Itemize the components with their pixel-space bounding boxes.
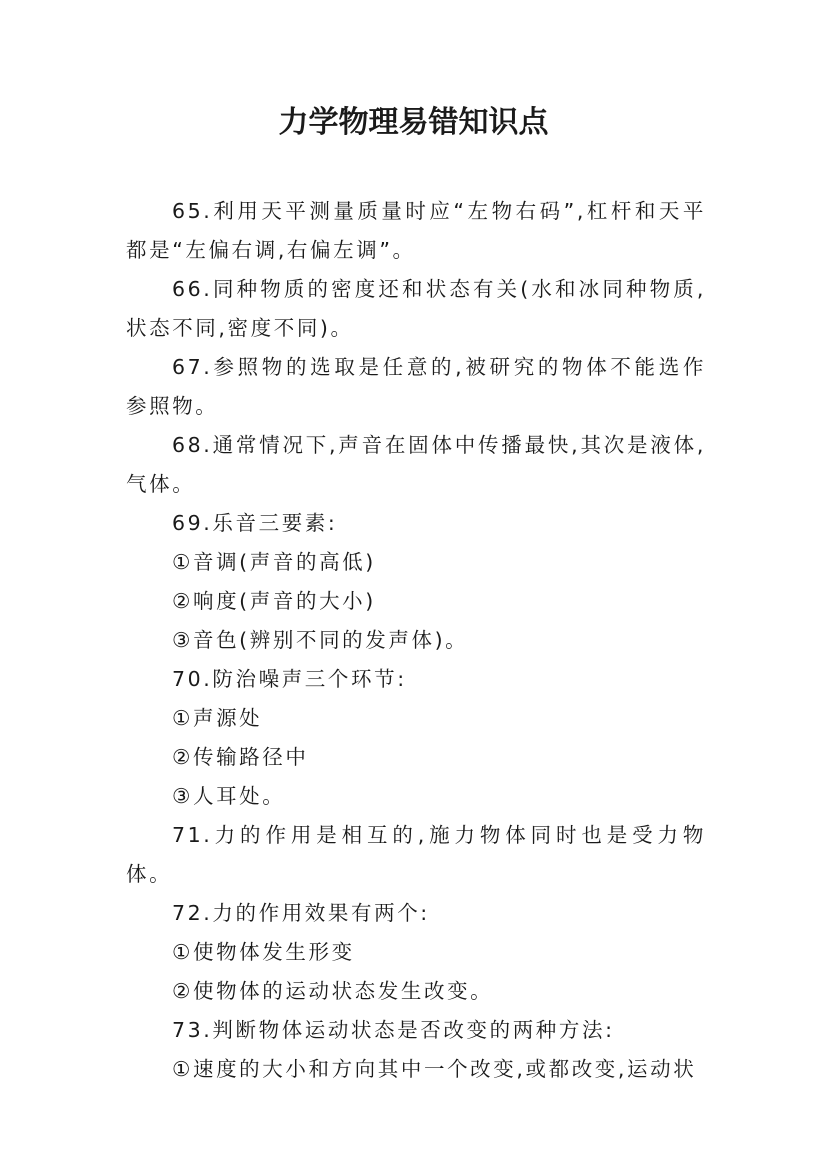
paragraph-68: 68.通常情况下,声音在固体中传播最快,其次是液体,气体。: [126, 433, 706, 496]
paragraph-71: 71.力的作用是相互的,施力物体同时也是受力物体。: [126, 823, 706, 886]
paragraph-72: 72.力的作用效果有两个:: [172, 901, 430, 925]
list-item-ear: ③人耳处。: [172, 784, 286, 808]
paragraph-73: 73.判断物体运动状态是否改变的两种方法:: [172, 1018, 615, 1042]
document-body: [126, 192, 706, 1089]
paragraph-65: 65.利用天平测量质量时应“左物右码”,杠杆和天平都是“左偏右调,右偏左调”。: [126, 199, 706, 262]
paragraph-66: 66.同种物质的密度还和状态有关(水和冰同种物质,状态不同,密度不同)。: [126, 277, 706, 340]
document-title: 力学物理易错知识点: [278, 105, 549, 140]
list-item-path: ②传输路径中: [172, 745, 309, 769]
list-item-pitch: ①音调(声音的高低): [172, 550, 376, 574]
paragraph-69: 69.乐音三要素:: [172, 511, 338, 535]
paragraph-70: 70.防治噪声三个环节:: [172, 667, 407, 691]
list-item-loudness: ②响度(声音的大小): [172, 589, 376, 613]
list-item-deformation: ①使物体发生形变: [172, 940, 355, 964]
list-item-motion-change: ②使物体的运动状态发生改变。: [172, 979, 494, 1003]
paragraph-67: 67.参照物的选取是任意的,被研究的物体不能选作参照物。: [126, 355, 706, 418]
list-item-speed-direction: ①速度的大小和方向其中一个改变,或都改变,运动状: [172, 1057, 697, 1081]
list-item-timbre: ③音色(辨别不同的发声体)。: [172, 628, 469, 652]
list-item-source: ①声源处: [172, 706, 263, 730]
